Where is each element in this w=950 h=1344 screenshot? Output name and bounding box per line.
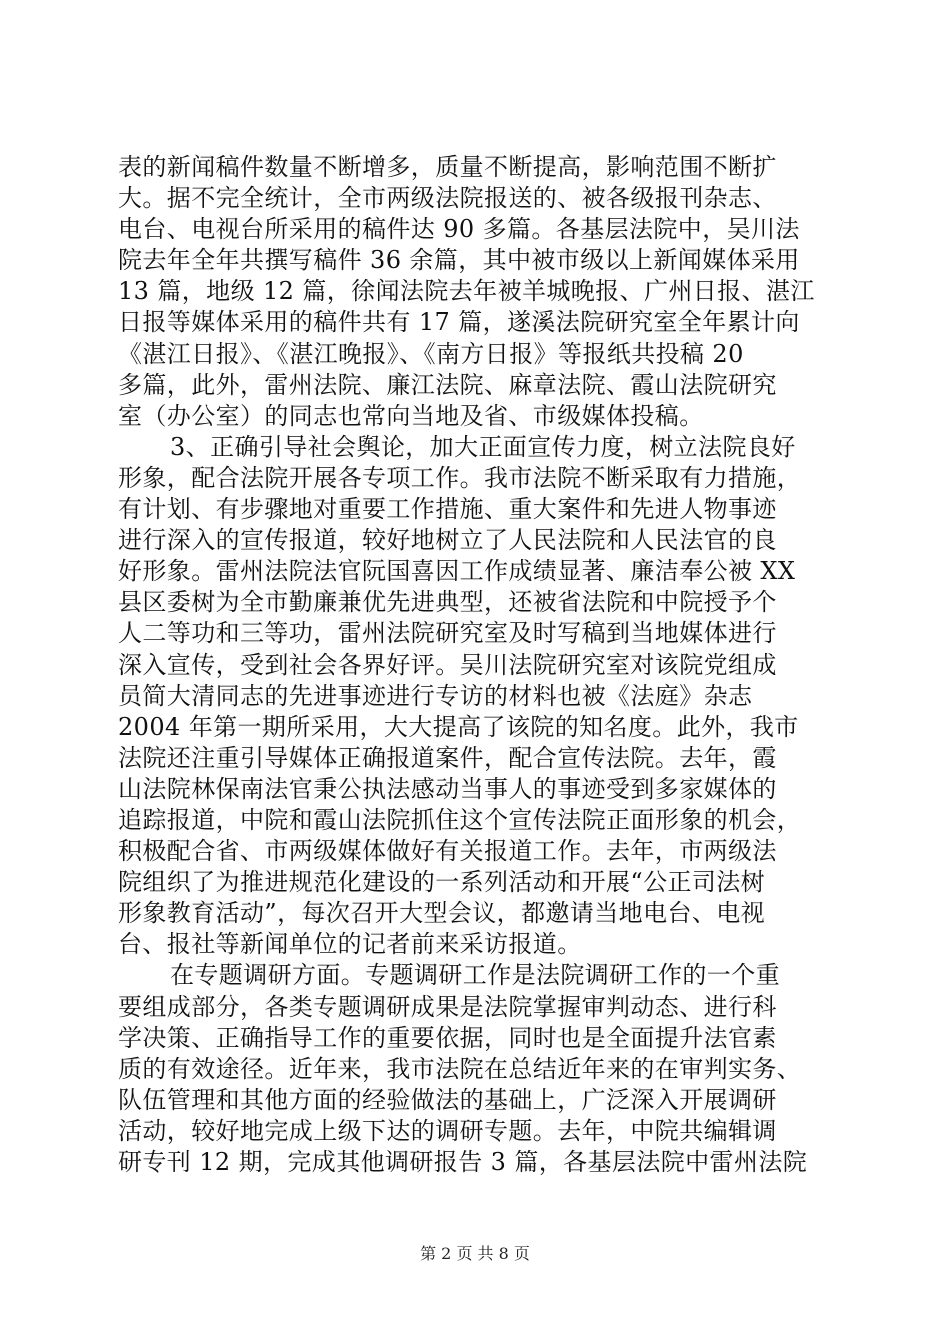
- text-line: 好形象。雷州法院法官阮国喜因工作成绩显著、廉洁奉公被 XX: [118, 557, 796, 586]
- text-line: 院去年全年共撰写稿件 36 余篇，其中被市级以上新闻媒体采用: [118, 246, 800, 275]
- text-line: 县区委树为全市勤廉兼优先进典型，还被省法院和中院授予个: [118, 588, 777, 617]
- text-line: 学决策、正确指导工作的重要依据，同时也是全面提升法官素: [118, 1023, 777, 1052]
- text-line: 追踪报道，中院和霞山法院抓住这个宣传法院正面形象的机会，: [118, 805, 802, 834]
- text-line: 电台、电视台所采用的稿件达 90 多篇。各基层法院中，吴川法: [118, 215, 800, 244]
- paragraph-start-line: 在专题调研方面。专题调研工作是法院调研工作的一个重: [170, 961, 780, 990]
- text-line: 队伍管理和其他方面的经验做法的基础上，广泛深入开展调研: [118, 1085, 777, 1114]
- text-line: 13 篇，地级 12 篇，徐闻法院去年被羊城晚报、广州日报、湛江: [118, 277, 815, 306]
- document-body: [118, 152, 838, 1178]
- text-line: 大。据不完全统计，全市两级法院报送的、被各级报刊杂志、: [118, 184, 777, 213]
- text-line: 活动，较好地完成上级下达的调研专题。去年，中院共编辑调: [118, 1116, 777, 1145]
- text-line: 院组织了为推进规范化建设的一系列活动和开展“公正司法树: [118, 868, 766, 897]
- text-line: 山法院林保南法官秉公执法感动当事人的事迹受到多家媒体的: [118, 774, 777, 803]
- text-line: 表的新闻稿件数量不断增多，质量不断提高，影响范围不断扩: [118, 153, 777, 181]
- text-line: 深入宣传，受到社会各界好评。吴川法院研究室对该院党组成: [118, 650, 777, 679]
- page-footer: 第 2 页 共 8 页: [420, 1244, 530, 1263]
- text-line: 研专刊 12 期，完成其他调研报告 3 篇，各基层法院中雷州法院: [118, 1148, 808, 1176]
- text-line: 形象，配合法院开展各专项工作。我市法院不断采取有力措施，: [118, 463, 802, 492]
- text-line: 进行深入的宣传报道，较好地树立了人民法院和人民法官的良: [118, 526, 777, 555]
- text-line: 质的有效途径。近年来，我市法院在总结近年来的在审判实务、: [118, 1054, 802, 1083]
- text-line: 积极配合省、市两级媒体做好有关报道工作。去年，市两级法: [118, 837, 777, 866]
- text-line: 要组成部分，各类专题调研成果是法院掌握审判动态、进行科: [118, 992, 777, 1021]
- text-line: 形象教育活动”，每次召开大型会议，都邀请当地电台、电视: [118, 899, 766, 928]
- text-line: 法院还注重引导媒体正确报道案件，配合宣传法院。去年，霞: [118, 743, 777, 772]
- paragraph-start-line: 3、正确引导社会舆论，加大正面宣传力度，树立法院良好: [170, 432, 796, 461]
- text-line: 《湛江日报》、《湛江晚报》、《南方日报》等报纸共投稿 20: [118, 339, 744, 368]
- text-line: 室（办公室）的同志也常向当地及省、市级媒体投稿。: [118, 401, 704, 430]
- text-line: 人二等功和三等功，雷州法院研究室及时写稿到当地媒体进行: [118, 619, 777, 648]
- text-line: 台、报社等新闻单位的记者前来采访报道。: [118, 930, 582, 959]
- text-line: 员简大清同志的先进事迹进行专访的材料也被《法庭》杂志: [118, 681, 753, 710]
- text-line: 多篇，此外，雷州法院、廉江法院、麻章法院、霞山法院研究: [118, 370, 777, 399]
- text-line: 有计划、有步骤地对重要工作措施、重大案件和先进人物事迹: [118, 495, 777, 524]
- text-line: 2004 年第一期所采用，大大提高了该院的知名度。此外，我市: [118, 712, 799, 741]
- text-line: 日报等媒体采用的稿件共有 17 篇，遂溪法院研究室全年累计向: [118, 308, 800, 337]
